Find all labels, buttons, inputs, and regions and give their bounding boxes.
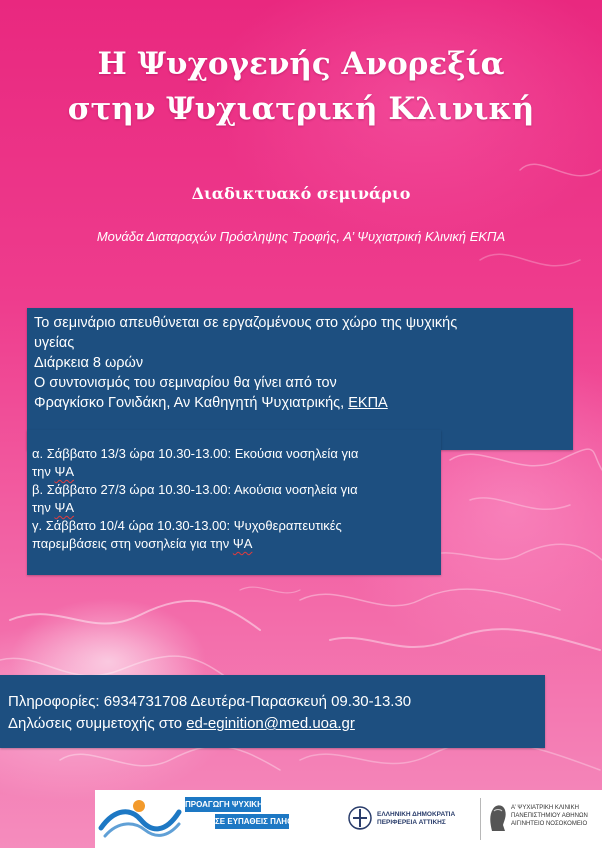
- info-line-audience-cont: υγείας: [34, 335, 75, 351]
- region-line-1: ΕΛΛΗΝΙΚΗ ΔΗΜΟΚΡΑΤΙΑ: [377, 811, 456, 818]
- schedule-item-2-prefix: την: [32, 500, 55, 515]
- schedule-item-3-prefix: παρεμβάσεις στη νοσηλεία για την: [32, 536, 233, 551]
- psychiatric-clinic-logo: [486, 796, 602, 842]
- info-box: [27, 308, 573, 450]
- schedule-item-1: α. Σάββατο 13/3 ώρα 10.30-13.00: Εκούσια νοσηλεία για: [32, 446, 359, 461]
- schedule-item-2-abbr: ΨΑ: [54, 500, 75, 515]
- ekpa-link[interactable]: ΕΚΠΑ: [348, 395, 388, 411]
- clinic-line-2: ΠΑΝΕΠΙΣΤΗΜΙΟΥ ΑΘΗΝΩΝ: [511, 813, 588, 819]
- info-line-coordinator: [27, 393, 573, 413]
- info-line-duration: Διάρκεια 8 ωρών: [34, 355, 144, 371]
- schedule-box: [27, 430, 441, 575]
- poster-title-line-2: στην Ψυχιατρική Κλινική: [67, 91, 535, 127]
- clinic-text: [511, 804, 588, 828]
- info-line-audience: Το σεμινάριο απευθύνεται σε εργαζομένους στο χώρο της ψυχικής: [34, 315, 458, 331]
- contact-phone-line: Πληροφορίες: 6934731708 Δευτέρα-Παρασκευή 09.30-13.30: [8, 693, 412, 710]
- footer-divider: [480, 798, 481, 840]
- greek-seal-icon: [347, 804, 373, 832]
- wave-figure-logo-icon: [97, 798, 183, 842]
- schedule-item-2-cont: [32, 499, 441, 517]
- schedule-item-1-abbr: ΨΑ: [54, 464, 75, 479]
- footer-logos: [95, 790, 602, 848]
- schedule-item-3-abbr: ΨΑ: [232, 536, 253, 551]
- clinic-line-1: Α’ ΨΥΧΙΑΤΡΙΚΗ ΚΛΙΝΙΚΗ: [511, 805, 579, 811]
- clinic-line-3: ΑΙΓΙΝΗΤΕΙΟ ΝΟΣΟΚΟΜΕΙΟ: [511, 821, 588, 827]
- schedule-item-3-cont: [32, 535, 441, 553]
- poster-title-line-1: Η Ψυχογενής Ανορεξία: [97, 46, 505, 82]
- region-text: [377, 811, 455, 827]
- mental-health-promotion-logo: [95, 790, 345, 848]
- region-line-2: ΠΕΡΙΦΕΡΕΙΑ ΑΤΤΙΚΗΣ: [377, 819, 446, 826]
- contact-email-line: [8, 713, 545, 735]
- seminar-subtitle: Διαδικτυακό σεμινάριο: [191, 184, 411, 203]
- info-line-coordination: Ο συντονισμός του σεμιναρίου θα γίνει από τον: [34, 375, 337, 391]
- contact-box: [0, 675, 545, 748]
- schedule-item-1-cont: [32, 463, 441, 481]
- contact-email-prefix: Δηλώσεις συμμετοχής στο: [8, 715, 187, 732]
- attica-region-logo: [347, 798, 477, 840]
- badge-vulnerable-groups: ΣΕ ΕΥΠΑΘΕΙΣ ΠΛΗΘΥΣΜΟΥΣ: [215, 814, 289, 829]
- organizer-unit: Μονάδα Διαταραχών Πρόσληψης Τροφής, Α’ Ψυχιατρική Κλινική ΕΚΠΑ: [96, 229, 506, 244]
- coordinator-name: Φραγκίσκο Γονιδάκη, Αν Καθηγητή Ψυχιατρικής,: [34, 395, 349, 411]
- badge-mental-health: ΠΡΟΑΓΩΓΗ ΨΥΧΙΚΗΣ ΥΓΕΙΑΣ: [185, 797, 261, 812]
- contact-email-link[interactable]: ed-eginition@med.uoa.gr: [186, 715, 355, 732]
- schedule-item-2: β. Σάββατο 27/3 ώρα 10.30-13.00: Ακούσια νοσηλεία για: [32, 482, 358, 497]
- schedule-item-3: γ. Σάββατο 10/4 ώρα 10.30-13.00: Ψυχοθεραπευτικές: [32, 518, 342, 533]
- classical-head-icon: [486, 801, 508, 835]
- schedule-item-1-prefix: την: [32, 464, 55, 479]
